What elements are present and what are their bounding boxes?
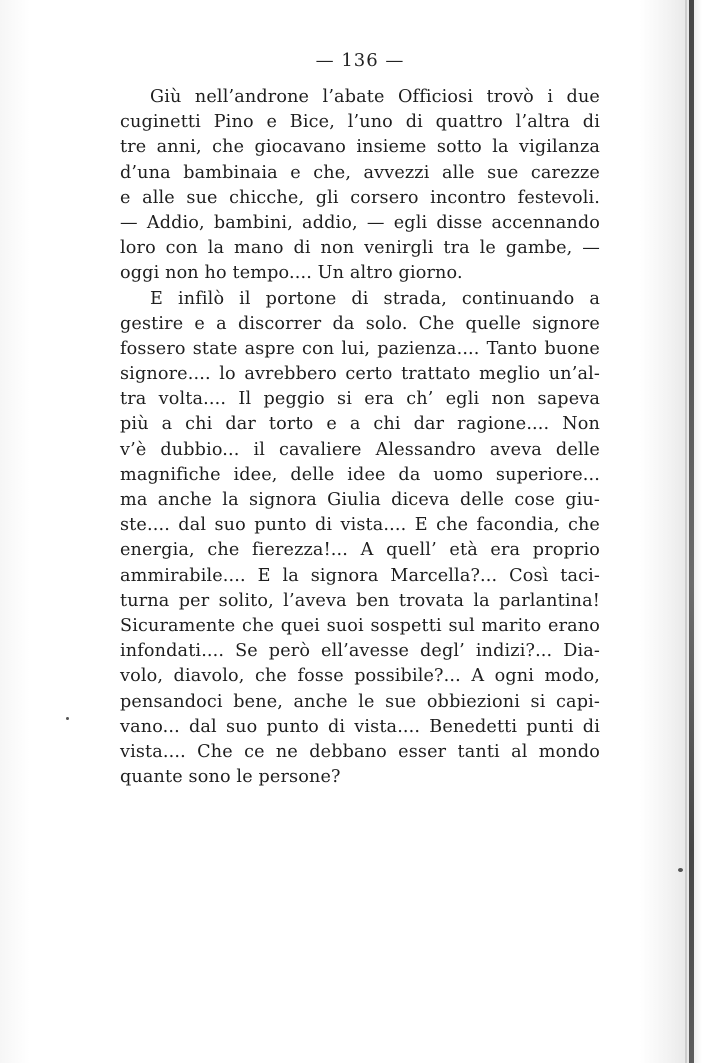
- text-line: pensandoci bene, anche le sue obbiezioni si capi-: [120, 691, 600, 712]
- text-line: E infilò il portone di strada, continuando a: [150, 288, 600, 309]
- text-line: magnifiche idee, delle idee da uomo superiore...: [120, 464, 600, 485]
- text-line: cuginetti Pino e Bice, l’uno di quattro l’altra di: [120, 112, 600, 133]
- text-line: oggi non ho tempo.... Un altro giorno.: [120, 263, 463, 284]
- ink-speck: [678, 868, 683, 872]
- text-line: fossero state aspre con lui, pazienza.... Tanto buone: [120, 338, 600, 359]
- text-line: loro con la mano di non venirgli tra le gambe, —: [120, 238, 600, 259]
- text-line: più a chi dar torto e a chi dar ragione.... Non: [120, 414, 600, 435]
- text-line: vista.... Che ce ne debbano esser tanti al mondo: [120, 741, 600, 762]
- text-line: gestire e a discorrer da solo. Che quelle signore: [120, 313, 600, 334]
- text-line: tre anni, che giocavano insieme sotto la vigilanza: [120, 137, 600, 158]
- ink-speck: [66, 717, 69, 720]
- body-text: [120, 85, 600, 790]
- text-line: ste.... dal suo punto di vista.... E che facondia, che: [120, 515, 600, 536]
- text-line: turna per solito, l’aveva ben trovata la parlantina!: [120, 590, 600, 611]
- text-line: e alle sue chicche, gli corsero incontro festevoli.: [120, 187, 600, 208]
- text-line: tra volta.... Il peggio si era ch’ egli non sapeva: [120, 389, 600, 410]
- text-line: Giù nell’androne l’abate Officiosi trovò i due: [150, 87, 600, 107]
- text-line: — Addio, bambini, addio, — egli disse accennando: [120, 212, 600, 233]
- text-line: signore.... lo avrebbero certo trattato meglio un’al-: [120, 364, 600, 385]
- text-line: ma anche la signora Giulia diceva delle cose giu-: [120, 490, 600, 510]
- text-line: energia, che fierezza!... A quell’ età era proprio: [120, 540, 600, 561]
- text-line: ammirabile.... E la signora Marcella?... Così taci-: [120, 565, 600, 586]
- page-edge-shadow: [685, 0, 687, 1063]
- text-line: Sicuramente che quei suoi sospetti sul marito erano: [120, 615, 600, 636]
- text-line: infondati.... Se però ell’avesse degl’ indizi?... Dia-: [120, 641, 600, 662]
- text-line: v’è dubbio... il cavaliere Alessandro aveva delle: [120, 439, 600, 460]
- text-line: quante sono le persone?: [120, 767, 341, 788]
- page-number: — 136 —: [315, 50, 405, 71]
- text-line: d’una bambinaia e che, avvezzi alle sue carezze: [120, 162, 600, 183]
- text-line: vano... dal suo punto di vista.... Benedetti punti di: [120, 716, 600, 737]
- binding-edge: [689, 0, 694, 1063]
- text-line: volo, diavolo, che fosse possibile?... A ogni modo,: [120, 666, 600, 687]
